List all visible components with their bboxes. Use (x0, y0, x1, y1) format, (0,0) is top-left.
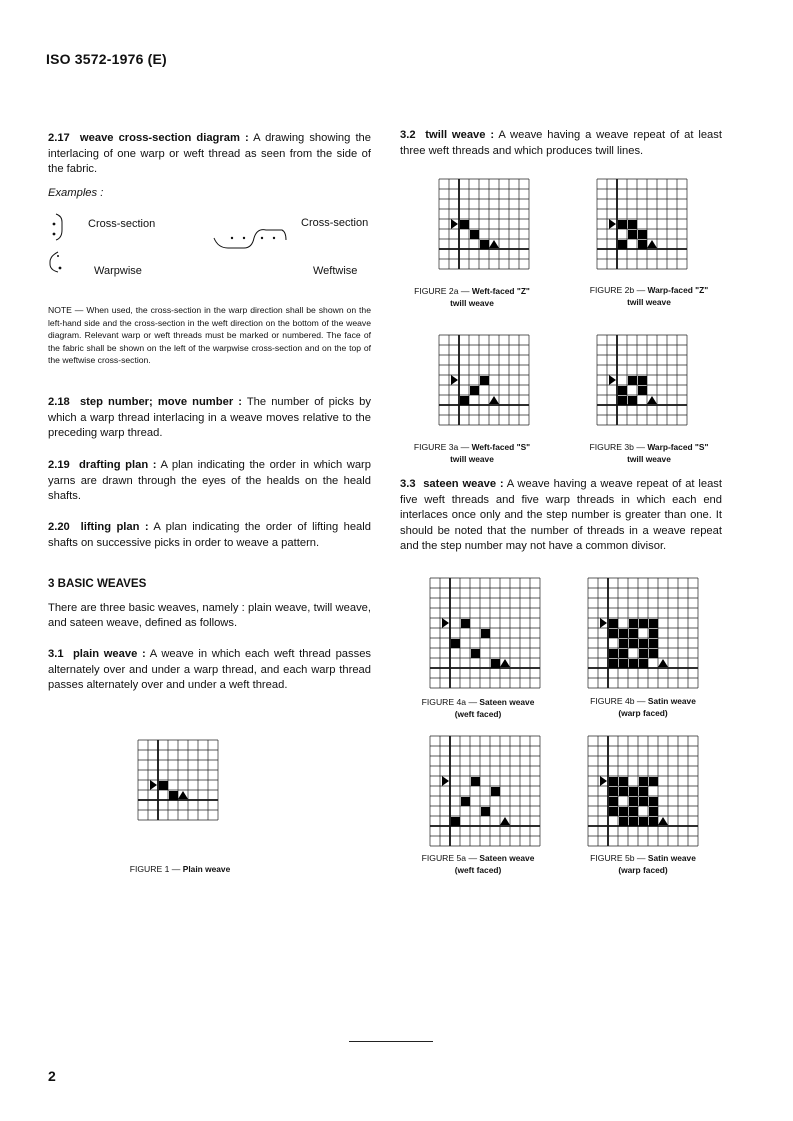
section-3 (48, 576, 371, 632)
weave-cell-filled (481, 629, 490, 638)
figure-3b-weave-diagram (586, 326, 698, 434)
weave-cell-filled (619, 649, 628, 658)
weft-start-arrow (178, 791, 188, 799)
weave-cell-filled (480, 240, 489, 249)
weave-cell-filled (461, 619, 470, 628)
weave-cell-filled (638, 230, 647, 239)
weave-cell-filled (460, 220, 469, 229)
section-term: twill weave : (425, 129, 495, 141)
weave-cell-filled (629, 659, 638, 668)
weave-cell-filled (649, 649, 658, 658)
warp-start-arrow (150, 780, 157, 790)
caption-title: Sateen weave (479, 853, 535, 863)
warp-start-arrow (600, 618, 607, 628)
weave-cell-filled (628, 376, 637, 385)
weave-cell-filled (629, 639, 638, 648)
caption-line2: twill weave (450, 297, 494, 308)
section-text: A weave having a weave repeat of at least three weft threads and which produces twill lines. (400, 129, 722, 157)
weave-cell-filled (471, 649, 480, 658)
document-header: ISO 3572-1976 (E) (46, 51, 167, 67)
figure-5a-caption (398, 853, 558, 876)
caption-prefix: FIGURE 4b — (590, 696, 648, 706)
figure-2b-caption (566, 285, 732, 308)
weft-start-arrow (500, 817, 510, 825)
weave-cell-filled (451, 817, 460, 826)
section-2-20 (48, 520, 371, 551)
figure-2b-weave-diagram (586, 170, 698, 278)
weft-start-arrow (489, 240, 499, 248)
caption-line2: (weft faced) (454, 864, 502, 875)
caption-prefix: FIGURE 3b — (589, 442, 648, 452)
example-weftwise: Weftwise (313, 265, 358, 277)
caption-prefix: FIGURE 5a — (421, 853, 480, 863)
weave-cell-filled (461, 797, 470, 806)
caption-prefix: FIGURE 4a — (421, 697, 480, 707)
weave-cell-filled (480, 376, 489, 385)
figure-5b-weave-diagram (583, 734, 703, 848)
section-number: 2.19 (48, 459, 70, 471)
weave-cell-filled (609, 619, 618, 628)
section-2-18 (48, 395, 371, 442)
caption-prefix: FIGURE 2b — (589, 285, 648, 295)
weave-cell-filled (629, 797, 638, 806)
weave-cell-filled (609, 777, 618, 786)
weave-cell-filled (609, 659, 618, 668)
weave-cell-filled (649, 797, 658, 806)
weave-cell-filled (618, 386, 627, 395)
weave-cell-filled (638, 240, 647, 249)
warp-start-arrow (451, 219, 458, 229)
weave-cell-filled (619, 777, 628, 786)
warp-start-arrow (600, 776, 607, 786)
caption-line2: twill weave (450, 453, 494, 464)
section-text: The number of picks by which a warp thread interlacing in a weave moves relative to the preceding warp thread. (48, 396, 371, 439)
weave-cell-filled (619, 787, 628, 796)
example-cross-section-right: Cross-section (301, 217, 369, 229)
weave-cell-filled (609, 807, 618, 816)
caption-title: Weft-faced "Z" (471, 286, 530, 296)
section-number: 3.3 (400, 478, 416, 490)
weave-cell-filled (638, 386, 647, 395)
caption-title: Weft-faced "S" (471, 442, 531, 452)
section-text: A plan indicating the order of lifting heald shafts on successive picks in order to weave a pattern. (48, 521, 371, 549)
section-term: weave cross-section diagram : (79, 132, 249, 144)
weave-cell-filled (639, 787, 648, 796)
weave-cell-filled (619, 659, 628, 668)
caption-title: Satin weave (647, 696, 696, 706)
section-3-3 (400, 477, 722, 555)
section-number: 2.18 (48, 396, 70, 408)
section-2-19 (48, 458, 371, 505)
figure-2a-weave-diagram (428, 170, 540, 278)
section-text: There are three basic weaves, namely : plain weave, twill weave, and sateen weave, defined as follows. (48, 601, 371, 629)
weave-cell-filled (629, 817, 638, 826)
weft-start-arrow (658, 817, 668, 825)
caption-line2: (weft faced) (454, 708, 502, 719)
weave-cell-filled (639, 659, 648, 668)
caption-prefix: FIGURE 2a — (414, 286, 472, 296)
weft-start-arrow (658, 659, 668, 667)
weave-cell-filled (609, 649, 618, 658)
caption-line2: (warp faced) (618, 864, 668, 875)
figure-3b-caption (566, 442, 732, 465)
weave-cell-filled (639, 619, 648, 628)
section-term: drafting plan : (78, 459, 157, 471)
figure-4a-weave-diagram (425, 576, 545, 690)
section-number: 3.2 (400, 129, 416, 141)
weft-start-arrow (647, 396, 657, 404)
figure-2a-caption (392, 286, 552, 309)
weave-cell-filled (619, 629, 628, 638)
weave-cell-filled (619, 807, 628, 816)
note-paragraph: NOTE — When used, the cross-section in the warp direction shall be shown on the left-hand side and the cross-section in the weft direction on the bottom of the weave diagram. Relevant warp or weft threads must be marked or numbered. The face of the fabric shall be shown on the left of the warpwise cross-section and on the top of the weftwise cross-section. (48, 305, 371, 366)
warp-start-arrow (609, 375, 616, 385)
weave-cell-filled (491, 659, 500, 668)
example-cross-section-left: Cross-section (88, 218, 156, 230)
figure-4b-weave-diagram (583, 576, 703, 690)
warp-start-arrow (442, 776, 449, 786)
section-3-1 (48, 647, 371, 694)
caption-title: Sateen weave (479, 697, 535, 707)
warp-start-arrow (442, 618, 449, 628)
weave-cell-filled (609, 629, 618, 638)
page-number: 2 (48, 1068, 56, 1084)
caption-line2: twill weave (627, 296, 671, 307)
weave-cell-filled (628, 230, 637, 239)
figure-5b-caption (560, 853, 726, 876)
weave-cell-filled (639, 777, 648, 786)
weave-cell-filled (619, 817, 628, 826)
weave-cell-filled (628, 396, 637, 405)
weave-cell-filled (649, 639, 658, 648)
figure-3a-caption (392, 442, 552, 465)
weave-cell-filled (619, 639, 628, 648)
weave-cell-filled (470, 230, 479, 239)
section-heading: 3 BASIC WEAVES (48, 577, 147, 590)
caption-line2: (warp faced) (618, 707, 668, 718)
weave-cell-filled (629, 619, 638, 628)
section-text: A weave having a weave repeat of at least five weft threads and five warp threads in which each end interlaces once only and the step number is greater than one. It should be noted that the number of threads in a weave repeat and the step number may not have a common divisor. (400, 478, 722, 552)
section-term: sateen weave : (423, 478, 504, 490)
section-term: plain weave : (72, 648, 146, 660)
weave-cell-filled (629, 807, 638, 816)
section-text: A drawing showing the interlacing of one warp or weft thread as seen from the side of the fabric. (48, 132, 371, 175)
figure-3a-weave-diagram (428, 326, 540, 434)
weave-cell-filled (159, 781, 168, 790)
weave-cell-filled (639, 639, 648, 648)
section-number: 2.20 (48, 521, 70, 533)
warp-start-arrow (609, 219, 616, 229)
section-2-17 (48, 131, 371, 201)
weave-cell-filled (638, 376, 647, 385)
weave-cell-filled (481, 807, 490, 816)
weft-start-arrow (647, 240, 657, 248)
weave-cell-filled (649, 777, 658, 786)
weave-cell-filled (629, 629, 638, 638)
figure-1-weave-diagram (118, 724, 238, 836)
weave-cell-filled (649, 629, 658, 638)
example-warpwise: Warpwise (94, 265, 142, 277)
figure-4a-caption (398, 697, 558, 720)
weave-cell-filled (609, 787, 618, 796)
weave-cell-filled (471, 777, 480, 786)
section-text: A plan indicating the order in which warp yarns are drawn through the eyes of the healds on the heald shafts. (48, 459, 372, 502)
weft-start-arrow (500, 659, 510, 667)
weave-cell-filled (460, 396, 469, 405)
weave-cell-filled (639, 797, 648, 806)
section-3-2 (400, 128, 722, 159)
weave-cell-filled (618, 240, 627, 249)
weave-cell-filled (491, 787, 500, 796)
weave-cell-filled (628, 220, 637, 229)
weft-start-arrow (489, 396, 499, 404)
weave-cell-filled (470, 386, 479, 395)
examples-label: Examples : (48, 186, 104, 199)
footer-rule (349, 1041, 433, 1042)
caption-title: Plain weave (182, 864, 231, 874)
weave-cell-filled (169, 791, 178, 800)
warp-start-arrow (451, 375, 458, 385)
weave-cell-filled (649, 619, 658, 628)
section-number: 3.1 (48, 648, 64, 660)
caption-line2: twill weave (627, 453, 671, 464)
section-number: 2.17 (48, 132, 70, 144)
weave-cell-filled (649, 807, 658, 816)
weave-cell-filled (618, 220, 627, 229)
weave-cell-filled (618, 396, 627, 405)
weave-cell-filled (639, 817, 648, 826)
weave-cell-filled (649, 817, 658, 826)
caption-prefix: FIGURE 1 — (129, 864, 183, 874)
weave-cell-filled (451, 639, 460, 648)
weave-cell-filled (609, 797, 618, 806)
figure-4b-caption (560, 696, 726, 719)
caption-prefix: FIGURE 5b — (590, 853, 648, 863)
weave-cell-filled (639, 649, 648, 658)
section-term: lifting plan : (80, 521, 149, 533)
weave-cell-filled (629, 787, 638, 796)
section-term: step number; move number : (79, 396, 242, 408)
caption-prefix: FIGURE 3a — (413, 442, 472, 452)
figure-1-caption (100, 864, 260, 876)
caption-title: Warp-faced "S" (647, 442, 709, 452)
figure-5a-weave-diagram (425, 734, 545, 848)
caption-title: Warp-faced "Z" (647, 285, 709, 295)
caption-title: Satin weave (647, 853, 696, 863)
section-text: A weave in which each weft thread passes alternately over and under a warp thread, and each warp thread passes alternately over and under a weft thread. (48, 648, 372, 691)
